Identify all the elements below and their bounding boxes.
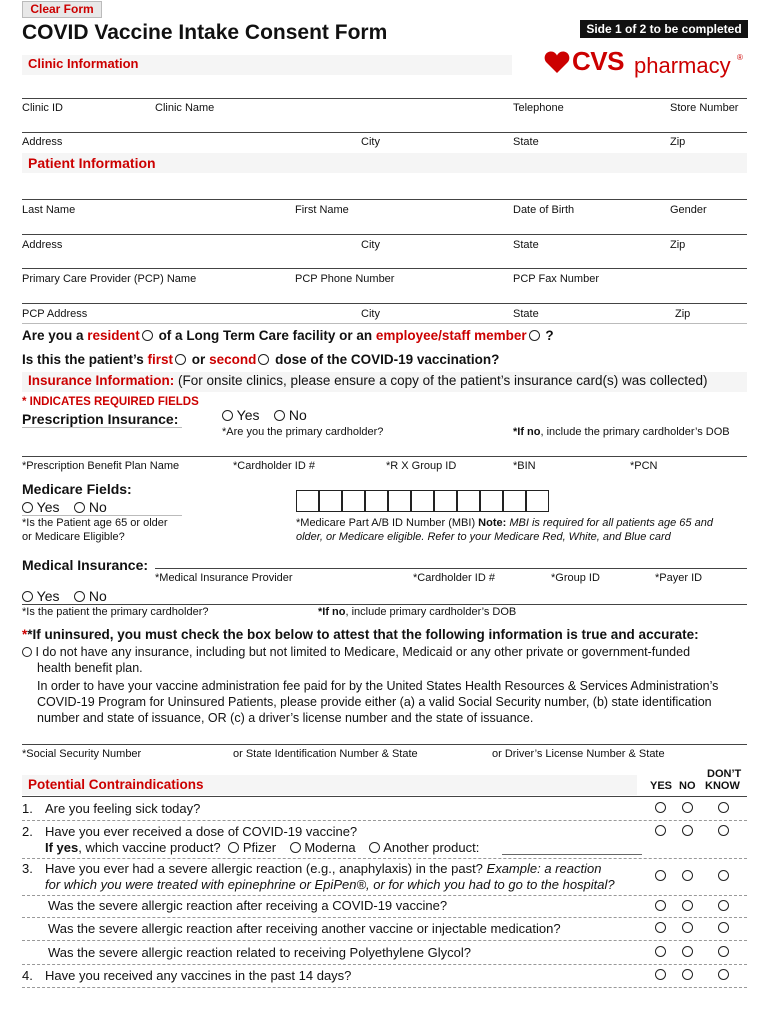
rx-cardholder-id-field[interactable]: *Cardholder ID # (233, 460, 315, 472)
employee-radio[interactable] (529, 330, 540, 341)
divider (22, 987, 747, 988)
clinic-section-title: Clinic Information (28, 56, 139, 71)
uninsured-attest-option[interactable]: I do not have any insurance, including but not limited to Medicare, Medicaid or any other private or government-funded (22, 645, 690, 659)
medical-no-radio[interactable] (74, 591, 85, 602)
medicare-no-option[interactable]: No (74, 499, 107, 515)
q3a-yes-radio[interactable] (655, 900, 666, 911)
col-dk-header-1: DON’T (707, 768, 742, 780)
medical-primary-question: *Is the patient the primary cardholder? (22, 606, 209, 618)
divider (22, 604, 747, 605)
divider (22, 234, 747, 235)
mbi-digit-box[interactable] (526, 490, 549, 512)
divider (22, 515, 182, 516)
side-badge: Side 1 of 2 to be completed (580, 20, 748, 38)
mbi-digit-box[interactable] (365, 490, 388, 512)
logo-registered: ® (737, 53, 743, 62)
primary-cardholder-question: *Are you the primary cardholder? (222, 426, 384, 438)
col-dk-header-2: KNOW (705, 780, 740, 792)
divider (22, 199, 747, 200)
divider (22, 268, 747, 269)
medical-provider-field[interactable]: *Medical Insurance Provider (155, 572, 293, 584)
mbi-digit-box[interactable] (503, 490, 526, 512)
ssn-field[interactable]: *Social Security Number (22, 748, 142, 760)
q3b-no-radio[interactable] (682, 922, 693, 933)
medical-primary-dob-field[interactable]: *If no, include primary cardholder’s DOB (318, 606, 517, 618)
medicare-yes-radio[interactable] (22, 502, 33, 513)
mbi-note: older, or Medicare eligible. Refer to your Medicare Red, White, and Blue card (296, 531, 671, 543)
mbi-digit-box[interactable] (457, 490, 480, 512)
clear-form-button[interactable]: Clear Form (22, 1, 102, 18)
divider (22, 98, 747, 99)
gender-field[interactable]: Gender (670, 204, 707, 216)
uninsured-para-1: In order to have your vaccine administration fee paid for by the United States Health Resources & Services Administration’s (37, 679, 719, 693)
medical-payer-id-field[interactable]: *Payer ID (655, 572, 703, 584)
medicare-age-question-2: or Medicare Eligible? (22, 531, 125, 543)
divider (22, 323, 747, 324)
q4-dk-radio[interactable] (718, 969, 729, 980)
medical-no-option[interactable]: No (74, 588, 107, 604)
patient-state-field[interactable]: State (513, 239, 539, 251)
medical-insurance-title: Medical Insurance: (22, 557, 149, 573)
clinic-state-field[interactable]: State (513, 136, 539, 148)
q3-no-radio[interactable] (682, 870, 693, 881)
state-id-field[interactable]: or State Identification Number & State (233, 748, 418, 760)
divider (22, 796, 747, 797)
divider (22, 940, 747, 941)
medical-cardholder-id-field[interactable]: *Cardholder ID # (413, 572, 495, 584)
heart-icon (544, 50, 570, 74)
q1-text: Are you feeling sick today? (45, 801, 201, 816)
q3-text: Have you ever had a severe allergic reaction (e.g., anaphylaxis) in the past? Example: a reaction (45, 861, 602, 876)
plan-name-field[interactable]: *Prescription Benefit Plan Name (22, 460, 180, 472)
divider (22, 895, 747, 896)
rx-yes-option[interactable]: Yes (222, 407, 259, 423)
resident-radio[interactable] (142, 330, 153, 341)
q3c-text: Was the severe allergic reaction related to receiving Polyethylene Glycol? (48, 945, 471, 960)
pfizer-radio[interactable] (228, 842, 239, 853)
pcp-address-field[interactable]: PCP Address (22, 308, 88, 320)
q3b-yes-radio[interactable] (655, 922, 666, 933)
pcp-phone-field[interactable]: PCP Phone Number (295, 273, 395, 285)
another-product-radio[interactable] (369, 842, 380, 853)
q3-yes-radio[interactable] (655, 870, 666, 881)
q3-text-2: for which you were treated with epinephrine or EpiPen®, or for which you had to go to the hospital? (45, 877, 615, 892)
q3b-text: Was the severe allergic reaction after receiving another vaccine or injectable medication? (48, 921, 561, 936)
cvs-pharmacy-logo (544, 46, 749, 80)
divider (22, 964, 747, 965)
uninsured-title: **If uninsured, you must check the box below to attest that the following information is true and accurate: (22, 627, 699, 642)
clinic-telephone-field[interactable]: Telephone (513, 102, 564, 114)
mbi-digit-box[interactable] (480, 490, 503, 512)
mbi-digit-box[interactable] (434, 490, 457, 512)
q2-yes-radio[interactable] (655, 825, 666, 836)
clinic-zip-field[interactable]: Zip (670, 136, 686, 148)
mbi-label: *Medicare Part A/B ID Number (MBI) Note: MBI is required for all patients age 65 and (296, 517, 713, 529)
uninsured-attest-radio[interactable] (22, 647, 32, 657)
mbi-digit-box[interactable] (411, 490, 434, 512)
mbi-digit-box[interactable] (388, 490, 411, 512)
medicare-yes-option[interactable]: Yes (22, 499, 59, 515)
divider (22, 427, 182, 428)
divider (22, 820, 747, 821)
rx-group-id-field[interactable]: *R X Group ID (386, 460, 457, 472)
second-dose-radio[interactable] (258, 354, 269, 365)
resident-question: Are you a resident of a Long Term Care facility or an employee/staff member ? (22, 328, 554, 343)
pcp-state-field[interactable]: State (513, 308, 539, 320)
pcp-city-field[interactable]: City (361, 308, 380, 320)
q1-number: 1. (22, 801, 33, 816)
drivers-license-field[interactable]: or Driver’s License Number & State (492, 748, 665, 760)
moderna-radio[interactable] (290, 842, 301, 853)
q3c-dk-radio[interactable] (718, 946, 729, 957)
uninsured-para-2: COVID-19 Program for Uninsured Patients, please provide either (a) a valid Social Security number, (b) state identification (37, 695, 712, 709)
q2-number: 2. (22, 824, 33, 839)
insurance-header: Insurance Information: (For onsite clinics, please ensure a copy of the patient’s insurance card(s) was collected) (28, 373, 708, 388)
q4-number: 4. (22, 968, 33, 983)
dose-question: Is this the patient’s first or second dose of the COVID-19 vaccination? (22, 352, 500, 367)
q2-text: Have you ever received a dose of COVID-19 vaccine? (45, 824, 358, 839)
divider (22, 917, 747, 918)
col-no-header: NO (679, 780, 696, 792)
divider (22, 744, 747, 745)
q1-yes-radio[interactable] (655, 802, 666, 813)
required-note: * INDICATES REQUIRED FIELDS (22, 396, 199, 408)
q3b-dk-radio[interactable] (718, 922, 729, 933)
another-product-input[interactable] (502, 854, 642, 855)
medical-yes-option[interactable]: Yes (22, 588, 59, 604)
q1-dk-radio[interactable] (718, 802, 729, 813)
primary-cardholder-dob-field[interactable]: *If no, include the primary cardholder’s DOB (513, 426, 730, 438)
q3a-dk-radio[interactable] (718, 900, 729, 911)
form-title: COVID Vaccine Intake Consent Form (22, 21, 388, 44)
store-number-field[interactable]: Store Number (670, 102, 739, 114)
clinic-city-field[interactable]: City (361, 136, 380, 148)
q1-no-radio[interactable] (682, 802, 693, 813)
first-name-field[interactable]: First Name (295, 204, 349, 216)
rx-yes-radio[interactable] (222, 410, 233, 421)
divider (22, 303, 747, 304)
mbi-digit-box[interactable] (296, 490, 319, 512)
q4-no-radio[interactable] (682, 969, 693, 980)
rx-no-option[interactable]: No (274, 407, 307, 423)
rx-no-radio[interactable] (274, 410, 285, 421)
logo-pharmacy-text: pharmacy (634, 53, 731, 78)
q3a-no-radio[interactable] (682, 900, 693, 911)
patient-section-title: Patient Information (28, 155, 156, 171)
patient-address-field[interactable]: Address (22, 239, 63, 251)
pcp-fax-field[interactable]: PCP Fax Number (513, 273, 599, 285)
clinic-id-field[interactable]: Clinic ID (22, 102, 63, 114)
divider (22, 858, 747, 859)
first-dose-radio[interactable] (175, 354, 186, 365)
col-yes-header: YES (650, 780, 673, 792)
pcp-name-field[interactable]: Primary Care Provider (PCP) Name (22, 273, 197, 285)
q3c-no-radio[interactable] (682, 946, 693, 957)
clinic-address-field[interactable]: Address (22, 136, 63, 148)
contra-section-title: Potential Contraindications (28, 777, 204, 792)
logo-brand-text: CVS (572, 46, 624, 76)
pcn-field[interactable]: *PCN (630, 460, 658, 472)
patient-city-field[interactable]: City (361, 239, 380, 251)
q3-dk-radio[interactable] (718, 870, 729, 881)
dob-field[interactable]: Date of Birth (513, 204, 575, 216)
medical-yes-radio[interactable] (22, 591, 33, 602)
q4-yes-radio[interactable] (655, 969, 666, 980)
divider (155, 568, 747, 569)
q2-product-row: If yes, which vaccine product? Pfizer Moderna Another product: (45, 840, 480, 855)
q3-number: 3. (22, 861, 33, 876)
medical-group-id-field[interactable]: *Group ID (551, 572, 600, 584)
mbi-digit-box[interactable] (319, 490, 342, 512)
bin-field[interactable]: *BIN (513, 460, 536, 472)
last-name-field[interactable]: Last Name (22, 204, 76, 216)
medicare-title: Medicare Fields: (22, 481, 132, 497)
q3c-yes-radio[interactable] (655, 946, 666, 957)
medicare-no-radio[interactable] (74, 502, 85, 513)
divider (22, 132, 747, 133)
q3a-text: Was the severe allergic reaction after receiving a COVID-19 vaccine? (48, 898, 448, 913)
clinic-name-field[interactable]: Clinic Name (155, 102, 215, 114)
q2-dk-radio[interactable] (718, 825, 729, 836)
mbi-digit-box[interactable] (342, 490, 365, 512)
q2-no-radio[interactable] (682, 825, 693, 836)
uninsured-para-3: number and state of issuance, OR (c) a driver’s license number and the state of issuance. (37, 711, 534, 725)
uninsured-line2: health benefit plan. (37, 661, 143, 675)
patient-zip-field[interactable]: Zip (670, 239, 686, 251)
q4-text: Have you received any vaccines in the past 14 days? (45, 968, 352, 983)
medicare-age-question: *Is the Patient age 65 or older (22, 517, 168, 529)
divider (22, 456, 747, 457)
pcp-zip-field[interactable]: Zip (675, 308, 691, 320)
prescription-insurance-label: Prescription Insurance: (22, 411, 179, 427)
